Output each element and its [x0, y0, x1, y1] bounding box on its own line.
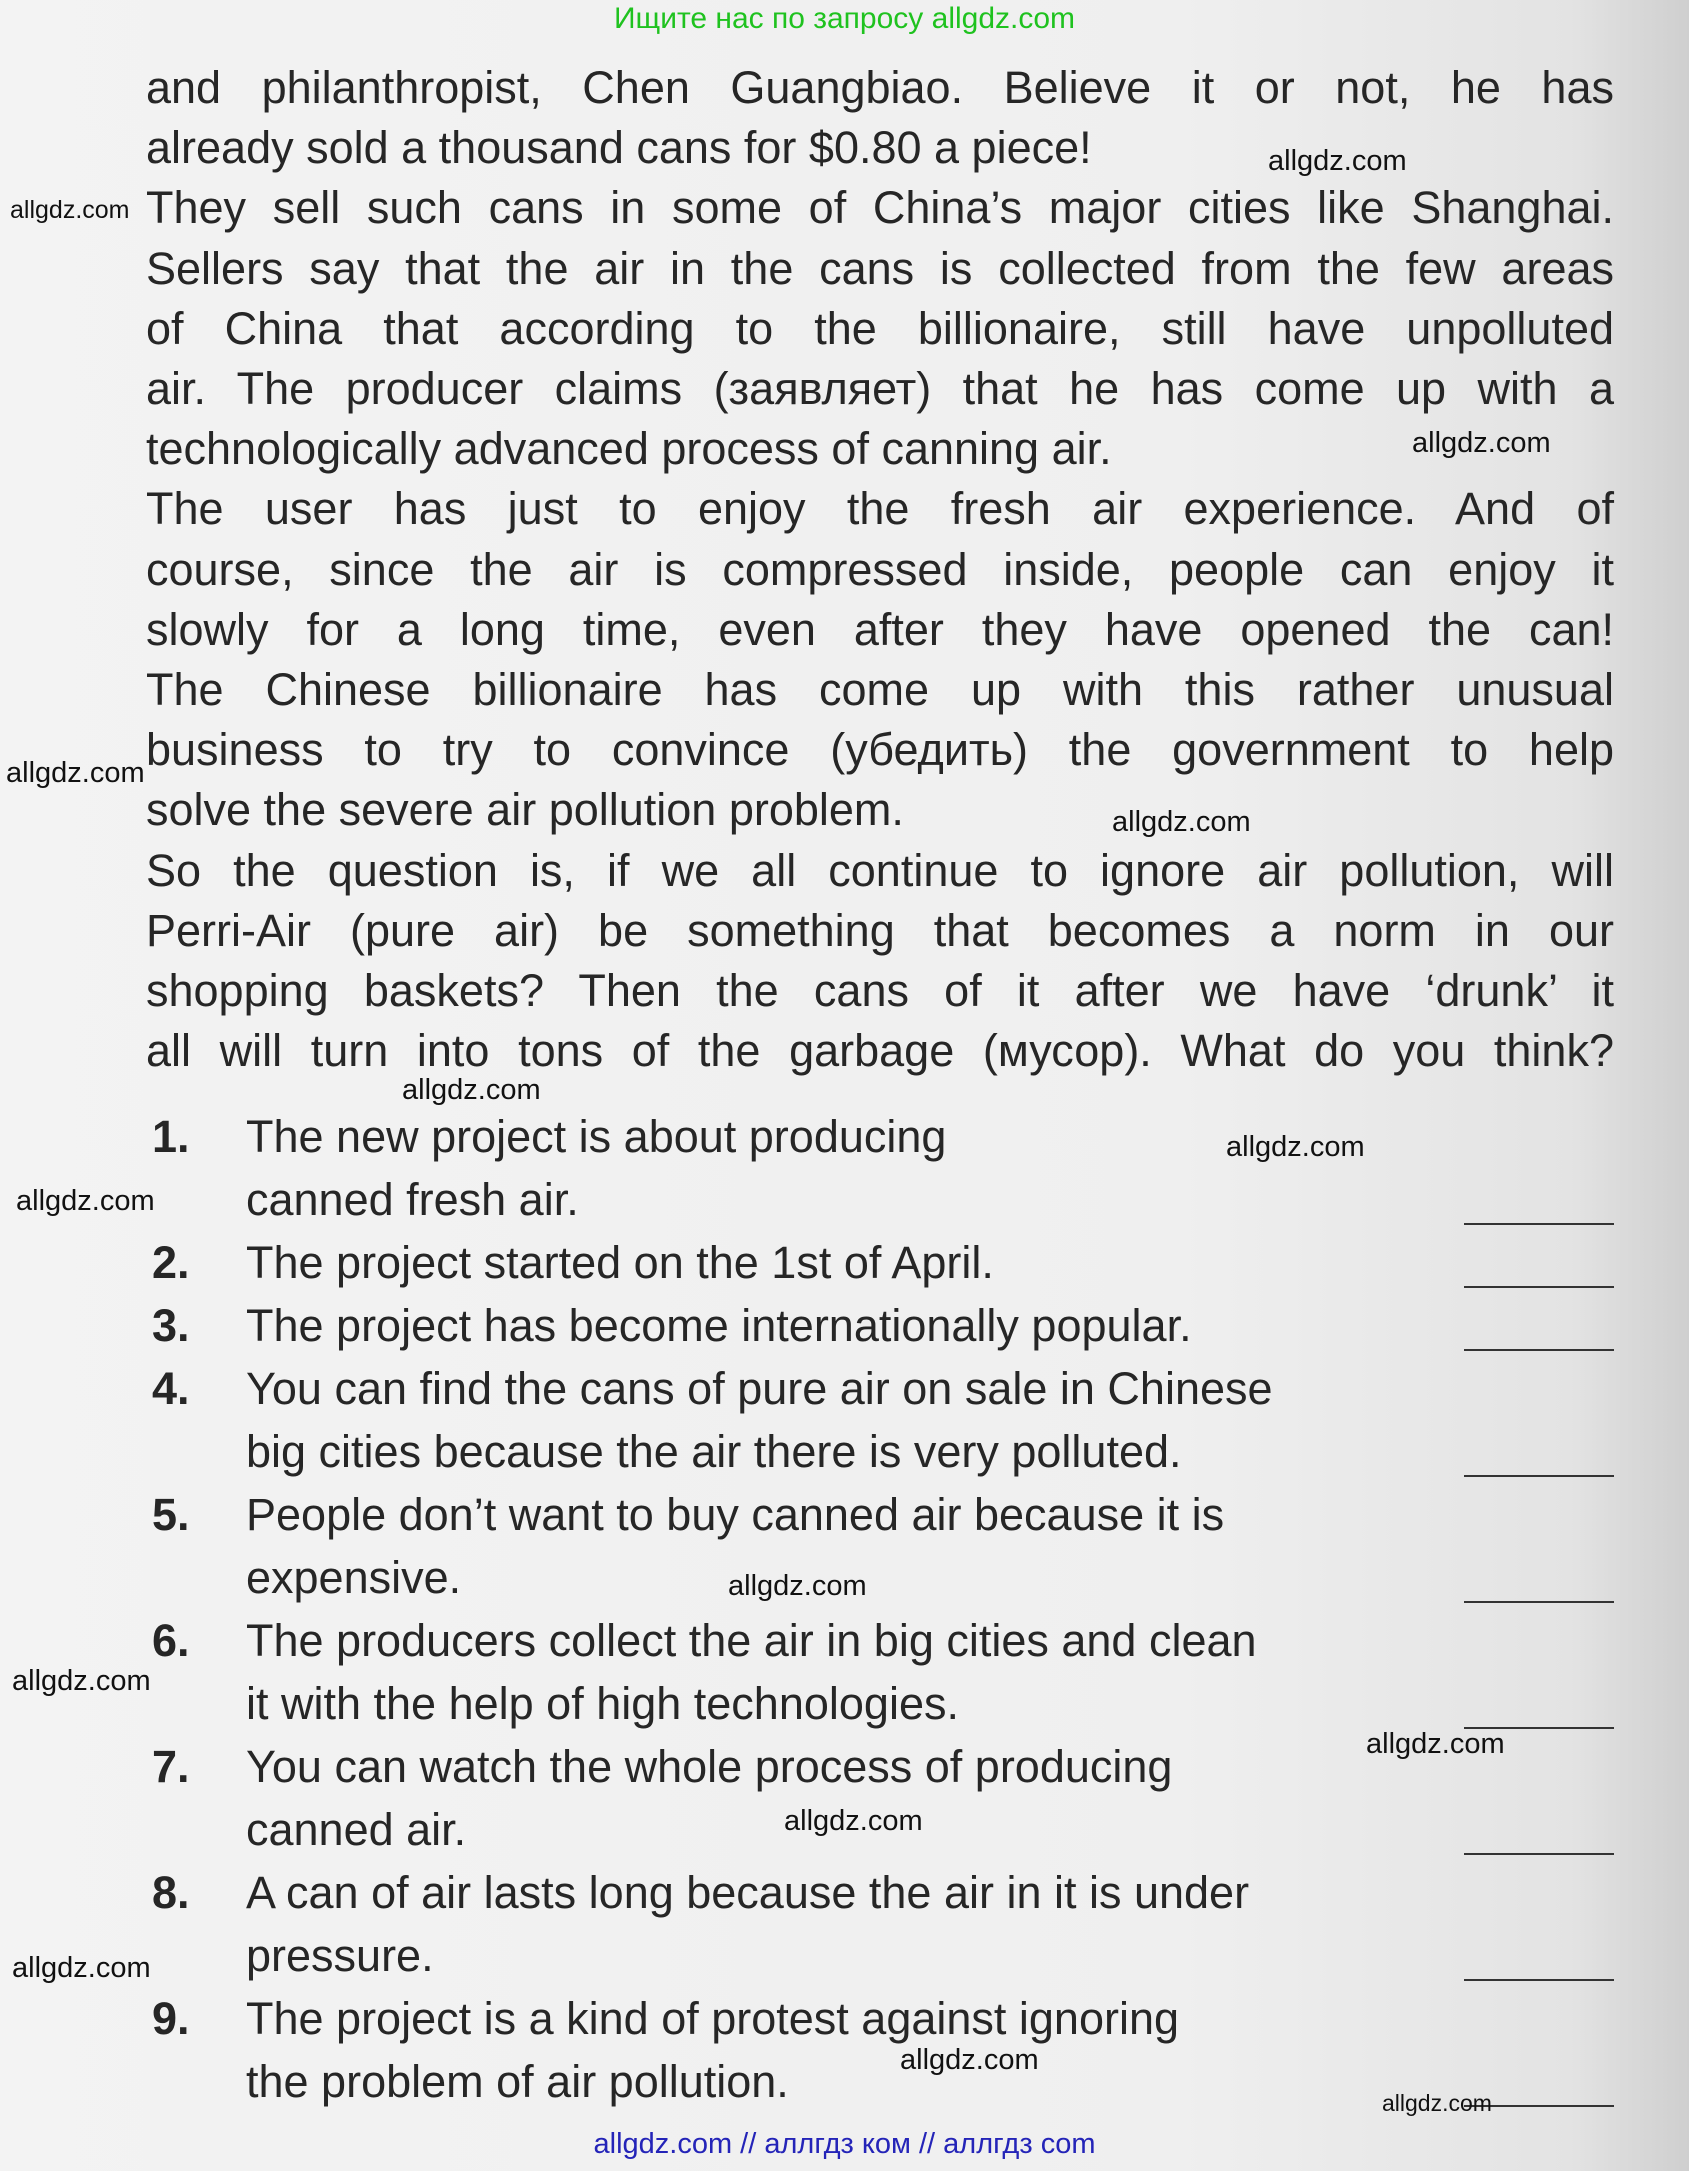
passage-line: So the question is, if we all continue to ignore air pollution, will	[146, 844, 1614, 896]
answer-blank[interactable]	[1464, 1349, 1614, 1351]
statement-text: You can watch the whole process of producing	[246, 1741, 1173, 1792]
statement-number: 3.	[152, 1300, 190, 1351]
top-banner: Ищите нас по запросу allgdz.com	[613, 2, 1076, 35]
statement-text: pressure.	[246, 1930, 434, 1981]
watermark: allgdz.com	[784, 1805, 923, 1837]
passage-line: already sold a thousand cans for $0.80 a piece!	[146, 122, 1092, 174]
statement-text: canned air.	[246, 1804, 467, 1855]
passage-line: solve the severe air pollution problem.	[146, 784, 904, 836]
statement-number: 4.	[152, 1363, 190, 1414]
watermark: allgdz.com	[402, 1074, 541, 1106]
passage-line: Sellers say that the air in the cans is collected from the few areas	[146, 242, 1614, 294]
watermark: allgdz.com	[1412, 427, 1551, 459]
passage-line: all will turn into tons of the garbage (мусор). What do you think?	[146, 1025, 1614, 1077]
statement-number: 5.	[152, 1489, 190, 1540]
answer-blank[interactable]	[1464, 1223, 1614, 1225]
watermark: allgdz.com	[1382, 2090, 1492, 2116]
statement-text: You can find the cans of pure air on sale in Chinese	[246, 1363, 1273, 1414]
statement-number: 2.	[152, 1237, 190, 1288]
answer-blank[interactable]	[1464, 1979, 1614, 1981]
true-false-statements	[146, 1105, 1614, 2113]
watermark: allgdz.com	[900, 2044, 1039, 2076]
statement-text: expensive.	[246, 1552, 462, 1603]
statement-number: 7.	[152, 1741, 190, 1792]
passage-line: of China that according to the billionaire, still have unpolluted	[146, 302, 1614, 354]
statement-6	[146, 1609, 1614, 1735]
watermark: allgdz.com	[16, 1185, 155, 1217]
statement-number: 8.	[152, 1867, 190, 1918]
statement-2	[146, 1231, 1614, 1294]
statement-8	[146, 1861, 1614, 1987]
watermark: allgdz.com	[728, 1570, 867, 1602]
statement-text: People don’t want to buy canned air because it is	[246, 1489, 1225, 1540]
statement-3	[146, 1294, 1614, 1357]
reading-passage	[146, 58, 1614, 1081]
statement-1	[146, 1105, 1614, 1231]
answer-blank[interactable]	[1464, 1853, 1614, 1855]
statement-text: A can of air lasts long because the air in it is under	[246, 1867, 1250, 1918]
watermark: allgdz.com	[10, 196, 130, 224]
passage-line: shopping baskets? Then the cans of it after we have ‘drunk’ it	[146, 965, 1614, 1017]
answer-blank[interactable]	[1464, 1475, 1614, 1477]
watermark: allgdz.com	[6, 757, 145, 789]
watermark: allgdz.com	[12, 1665, 151, 1697]
statement-text: canned fresh air.	[246, 1174, 579, 1225]
statement-text: The producers collect the air in big cities and clean	[246, 1615, 1257, 1666]
passage-line: The Chinese billionaire has come up with this rather unusual	[146, 664, 1614, 716]
statement-text: The project has become internationally popular.	[246, 1300, 1192, 1351]
statement-4	[146, 1357, 1614, 1483]
statement-number: 6.	[152, 1615, 190, 1666]
passage-line: Perri-Air (pure air) be something that becomes a norm in our	[146, 904, 1614, 956]
watermark: allgdz.com	[1226, 1131, 1365, 1163]
passage-line: slowly for a long time, even after they have opened the can!	[146, 603, 1614, 655]
statement-number: 1.	[152, 1111, 190, 1162]
passage-line: and philanthropist, Chen Guangbiao. Believe it or not, he has	[146, 62, 1614, 113]
watermark: allgdz.com	[1268, 145, 1407, 177]
answer-blank[interactable]	[1464, 1601, 1614, 1603]
statement-text: it with the help of high technologies.	[246, 1678, 959, 1729]
statement-text: the problem of air pollution.	[246, 2056, 789, 2107]
statement-number: 9.	[152, 1993, 190, 2044]
statement-text: The project started on the 1st of April.	[246, 1237, 994, 1288]
passage-line: air. The producer claims (заявляет) that he has come up with a	[146, 363, 1614, 415]
passage-line: The user has just to enjoy the fresh air experience. And of	[146, 483, 1614, 535]
passage-line: They sell such cans in some of China’s major cities like Shanghai.	[146, 182, 1614, 234]
statement-text: The project is a kind of protest against ignoring	[246, 1993, 1180, 2044]
passage-line: course, since the air is compressed inside, people can enjoy it	[146, 543, 1614, 595]
statement-text: The new project is about producing	[246, 1111, 947, 1162]
watermark: allgdz.com	[1366, 1728, 1505, 1760]
passage-line: technologically advanced process of canning air.	[146, 423, 1112, 475]
watermark: allgdz.com	[12, 1952, 151, 1984]
statement-5	[146, 1483, 1614, 1609]
passage-line: business to try to convince (убедить) the government to help	[146, 724, 1614, 776]
footer-watermark: allgdz.com // аллгдз ком // аллгдз com	[593, 2128, 1096, 2160]
watermark: allgdz.com	[1112, 806, 1251, 838]
statement-text: big cities because the air there is very polluted.	[246, 1426, 1182, 1477]
answer-blank[interactable]	[1464, 1286, 1614, 1288]
